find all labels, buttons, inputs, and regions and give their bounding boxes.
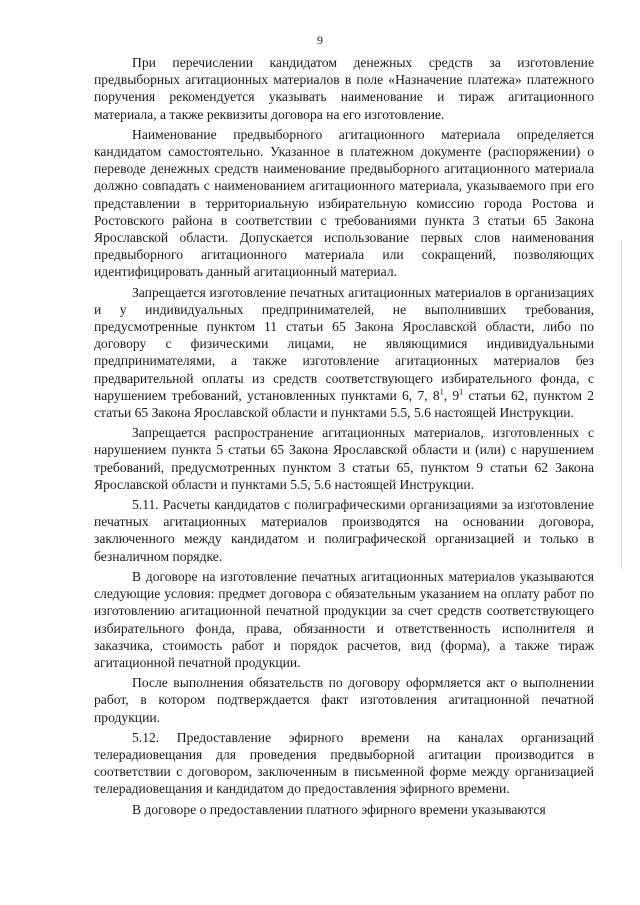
paragraph-production-ban-text-before: Запрещается изготовление печатных агитационных материалов в организациях и у индивидуальных предпринимателей, не выполнивших требования, предусмотренные пунктом 11 статьи 65 Закона Ярославской области, либо по договору с физическими лицами, не являющимися индивидуальными предпринимателями, а также изготовление агитационных материалов без предварительной оплаты из средств соответствующего избирательного фонда, с нарушением требований, установленных пунктами 6, 7, 8 xyxy=(94,284,594,403)
paragraph-production-ban-text-after: статьи 62, пунктом 2 статьи 65 Закона Ярославской области и пунктами 5.5, 5.6 настоящей Инструкции. xyxy=(94,387,594,421)
superscript-footnote: 1 xyxy=(439,387,444,397)
paragraph-completion-act: После выполнения обязательств по договору оформляется акт о выполнении работ, в котором подтверждается факт изготовления агитационной печатной продукции. xyxy=(94,675,594,725)
paragraph-section-5-11: 5.11. Расчеты кандидатов с полиграфическими организациями за изготовление печатных агитационных материалов производятся на основании договора, заключенного между кандидатом и полиграфической организацией и только в безналичном порядке. xyxy=(94,497,594,564)
paragraph-contract-terms: В договоре на изготовление печатных агитационных материалов указываются следующие условия: предмет договора с обязательным указанием на оплату работ по изготовлению агитационной печатной продукции за счет средств соответствующего избирательного фонда, права, обязанности и ответственность исполнителя и заказчика, стоимость работ и порядок расчетов, вид (форма), а также тираж агитационной печатной продукции. xyxy=(94,568,594,670)
superscript-footnote: 1 xyxy=(459,387,464,397)
paragraph-section-5-12: 5.12. Предоставление эфирного времени на каналах организаций телерадиовещания для проведения предвыборной агитации производится в соответствии с договором, заключенным в письменной форме между организацией телерадиовещания и кандидатом до предоставления эфирного времени. xyxy=(94,729,594,797)
paragraph-material-name: Наименование предвыборного агитационного материала определяется кандидатом самостоятельно. Указанное в платежном документе (распоряжении) о переводе денежных средств наименование предвыборного агитационного материала должно совпадать с наименованием агитационного материала, указываемого при его представлении в территориальную избирательную комиссию города Ростова и Ростовского района в соответствии с требованиями пункта 3 статьи 65 Закона Ярославской области. Допускается использование первых слов наименования предвыборного агитационного материала или сокращений, позволяющих идентифицировать данный агитационный материал. xyxy=(94,126,594,280)
paragraph-payment-purpose: При перечислении кандидатом денежных средств за изготовление предвыборных агитационных материалов в поле «Назначение платежа» платежного поручения рекомендуется указывать наименование и тираж агитационного материала, а также реквизиты договора на его изготовление. xyxy=(94,55,594,122)
paragraph-production-ban-text-middle: , 9 xyxy=(443,387,460,403)
paragraph-production-ban xyxy=(94,284,594,422)
document-body xyxy=(94,54,594,821)
scan-margin-line xyxy=(621,240,622,570)
paragraph-distribution-ban: Запрещается распространение агитационных материалов, изготовленных с нарушением пункта 5 статьи 65 Закона Ярославской области и (или) с нарушением требований, предусмотренных пунктом 3 статьи 65, пунктом 9 статьи 62 Закона Ярославской области и пунктами 5.5, 5.6 настоящей Инструкции. xyxy=(94,425,594,492)
paragraph-airtime-contract: В договоре о предоставлении платного эфирного времени указываются xyxy=(132,801,546,817)
page-number: 9 xyxy=(317,33,323,47)
